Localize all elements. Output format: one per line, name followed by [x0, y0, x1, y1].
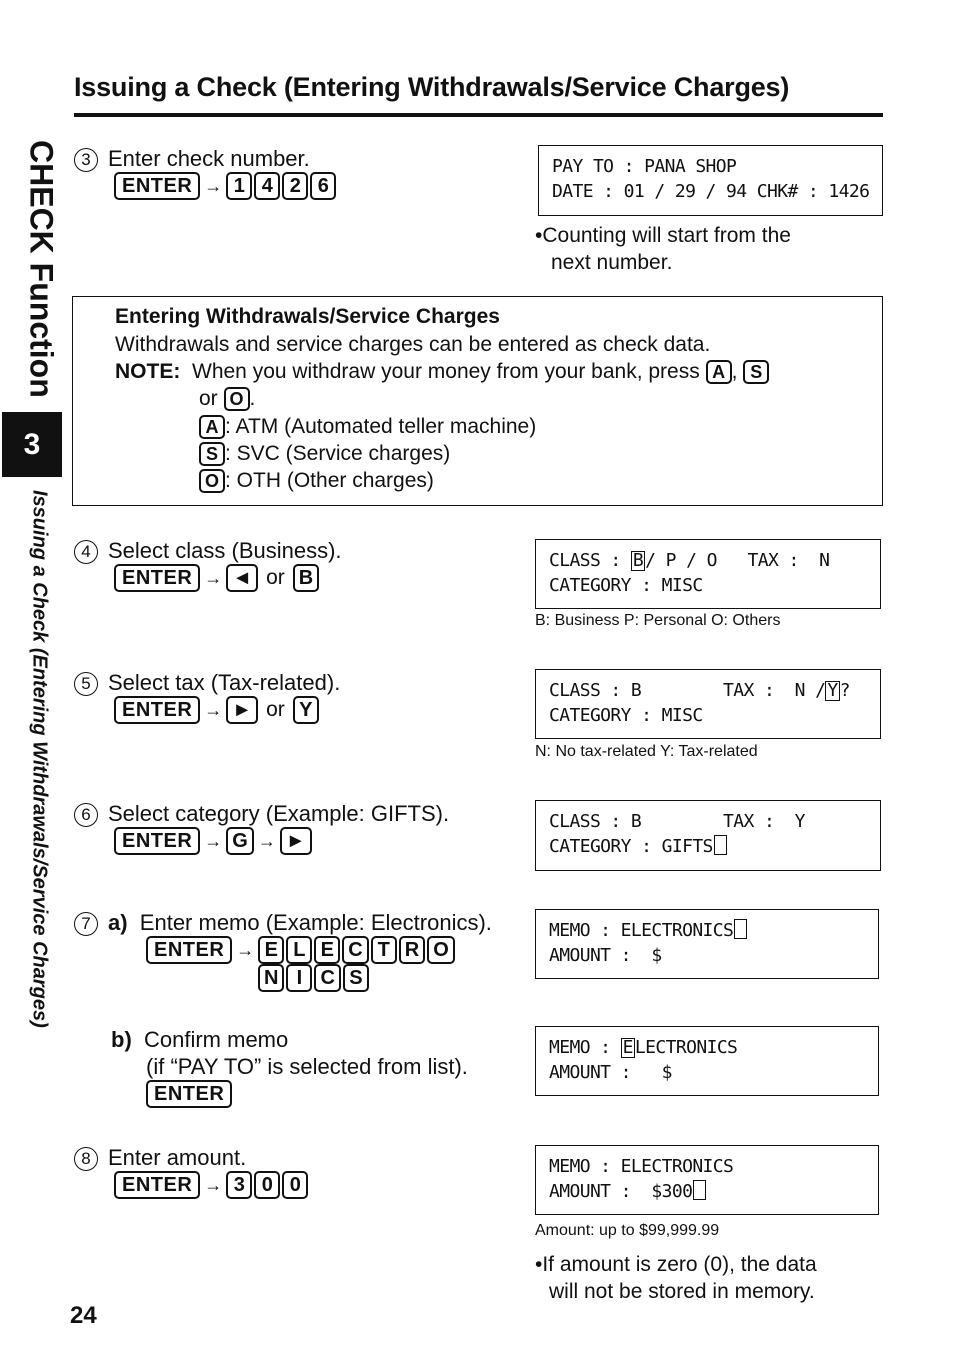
step-8-keys — [114, 1171, 308, 1199]
key-b: B — [293, 564, 319, 592]
key-a: A — [706, 360, 732, 384]
lcd-display-step8: MEMO : ELECTRONICS AMOUNT : $300 — [535, 1145, 879, 1215]
enter-key: ENTER — [114, 564, 200, 592]
key-2: 2 — [282, 172, 308, 200]
key-y: Y — [293, 696, 319, 724]
key-r: R — [399, 936, 425, 964]
key-0: 0 — [282, 1171, 308, 1199]
step-5-keys: ENTER → ► or Y — [114, 696, 319, 724]
key-g: G — [226, 827, 254, 855]
key-1: 1 — [226, 172, 252, 200]
lcd-display-step3: PAY TO : PANA SHOP DATE : 01 / 29 / 94 CHK# : 1426 — [538, 145, 883, 216]
step-number: 3 — [74, 148, 98, 172]
key-s: S — [343, 964, 369, 992]
enter-key: ENTER — [114, 827, 200, 855]
enter-key: ENTER — [146, 1080, 232, 1108]
step-6-keys — [114, 827, 312, 855]
step-7a-keys — [146, 936, 455, 964]
cursor-icon — [693, 1180, 706, 1200]
arrow-right-icon: → — [236, 939, 255, 960]
key-e: E — [258, 936, 284, 964]
bullet-note-cont: next number. — [551, 251, 673, 274]
page-title: Issuing a Check (Entering Withdrawals/Service Charges) — [74, 72, 790, 102]
left-key-icon: ◄ — [226, 564, 258, 592]
lcd-display-step4: CLASS : B / P / O TAX : N CATEGORY : MISC — [535, 539, 881, 609]
step-4-keys: ENTER → ◄ or B — [114, 564, 319, 592]
step-7b-keys — [146, 1080, 232, 1108]
note-box — [72, 296, 883, 506]
page-number: 24 — [70, 1302, 97, 1329]
arrow-right-icon: → — [204, 175, 223, 196]
chapter-tab: 3 — [2, 412, 62, 477]
key-c: C — [314, 964, 340, 992]
lcd-caption: N: No tax-related Y: Tax-related — [535, 743, 758, 760]
lcd-display-step5: CLASS : B TAX : N / Y ? CATEGORY : MISC — [535, 669, 881, 739]
cursor-icon — [734, 919, 747, 939]
note-item-atm: A : ATM (Automated teller machine) — [199, 413, 536, 440]
bullet-note: •Counting will start from the — [535, 224, 791, 247]
step-3-keys — [114, 172, 336, 200]
bullet-note: •If amount is zero (0), the data — [535, 1253, 817, 1276]
key-s: S — [743, 360, 769, 384]
enter-key: ENTER — [146, 936, 232, 964]
step-7b-text-cont: (if “PAY TO” is selected from list). — [146, 1054, 468, 1079]
key-o: O — [224, 387, 250, 411]
title-rule — [74, 113, 883, 117]
note-heading: Entering Withdrawals/Service Charges — [115, 305, 500, 328]
lcd-display-step7a: MEMO : ELECTRONICS AMOUNT : $ — [535, 909, 879, 979]
step-3-text: 3 Enter check number. — [74, 145, 310, 172]
step-6-text: 6 Select category (Example: GIFTS). — [74, 800, 449, 827]
enter-key: ENTER — [114, 696, 200, 724]
enter-key: ENTER — [114, 172, 200, 200]
step-7b-text: b) Confirm memo — [111, 1027, 289, 1052]
note-item-svc: S : SVC (Service charges) — [199, 440, 450, 467]
key-6: 6 — [310, 172, 336, 200]
step-4-text: 4 Select class (Business). — [74, 537, 342, 564]
note-instruction-cont: or O . — [199, 387, 256, 410]
arrow-right-icon: → — [257, 830, 276, 851]
key-o: O — [427, 936, 455, 964]
lcd-caption: Amount: up to $99,999.99 — [535, 1222, 720, 1239]
lcd-display-step7b: MEMO : E LECTRONICS AMOUNT : $ — [535, 1026, 879, 1096]
arrow-right-icon: → — [204, 1174, 223, 1195]
enter-key: ENTER — [114, 1171, 200, 1199]
right-key-icon: ► — [226, 696, 258, 724]
arrow-right-icon: → — [204, 699, 223, 720]
key-c: C — [342, 936, 368, 964]
note-item-oth: O : OTH (Other charges) — [199, 467, 434, 494]
step-7a-text: 7 a) Enter memo (Example: Electronics). — [74, 909, 492, 936]
key-e: E — [314, 936, 340, 964]
bullet-note-cont: will not be stored in memory. — [549, 1280, 815, 1303]
key-t: T — [371, 936, 397, 964]
key-n: N — [258, 964, 284, 992]
step-5-text: 5 Select tax (Tax-related). — [74, 669, 340, 696]
lcd-display-step6: CLASS : B TAX : Y CATEGORY : GIFTS — [535, 800, 881, 871]
arrow-right-icon: → — [204, 567, 223, 588]
section-side-title: CHECK Function — [23, 140, 60, 398]
running-head: Issuing a Check (Entering Withdrawals/Service Charges) — [28, 490, 51, 1028]
step-8-text: 8 Enter amount. — [74, 1144, 246, 1171]
key-3: 3 — [226, 1171, 252, 1199]
cursor-icon — [714, 835, 727, 855]
arrow-right-icon: → — [204, 830, 223, 851]
key-4: 4 — [254, 172, 280, 200]
lcd-caption: B: Business P: Personal O: Others — [535, 612, 781, 629]
right-key-icon: ► — [280, 827, 312, 855]
key-0: 0 — [254, 1171, 280, 1199]
step-7a-keys-row2 — [258, 964, 369, 992]
note-line: Withdrawals and service charges can be entered as check data. — [115, 333, 711, 356]
note-instruction: NOTE: When you withdraw your money from your bank, press A , S — [115, 358, 769, 385]
key-l: L — [286, 936, 312, 964]
key-i: I — [286, 964, 312, 992]
